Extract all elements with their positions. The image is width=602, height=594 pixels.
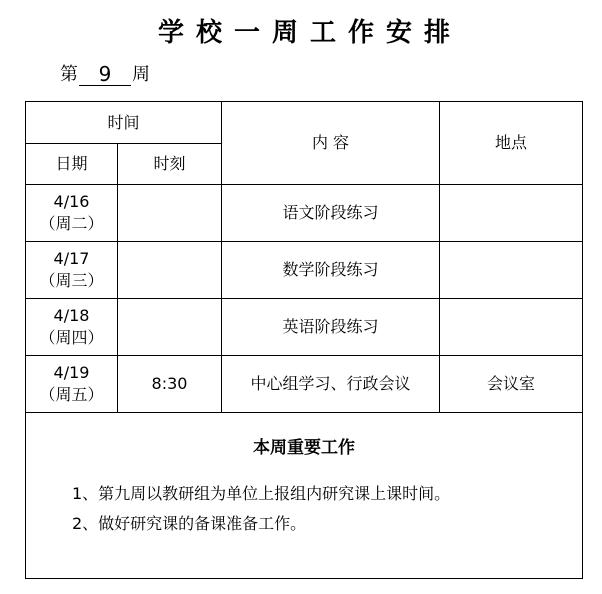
location-cell (440, 242, 583, 299)
header-location: 地点 (440, 102, 583, 185)
date-cell (26, 299, 118, 356)
location-cell: 会议室 (440, 356, 583, 413)
date-value: 4/19 (53, 363, 90, 382)
time-cell: 8:30 (118, 356, 222, 413)
important-work-section (26, 413, 583, 579)
date-cell (26, 242, 118, 299)
time-cell (118, 299, 222, 356)
week-number: 9 (79, 63, 131, 86)
weekday-value: （周三） (39, 271, 104, 290)
week-suffix: 周 (132, 64, 150, 85)
important-work-item: 1、第九周以教研组为单位上报组内研究课上课时间。 (72, 484, 451, 503)
location-cell (440, 299, 583, 356)
weekday-value: （周五） (39, 385, 104, 404)
time-cell (118, 242, 222, 299)
content-cell: 语文阶段练习 (222, 185, 440, 242)
header-content: 内 容 (222, 102, 440, 185)
date-cell (26, 356, 118, 413)
table-row (26, 299, 583, 356)
location-cell (440, 185, 583, 242)
content-cell: 数学阶段练习 (222, 242, 440, 299)
time-cell (118, 185, 222, 242)
header-moment: 时刻 (118, 144, 222, 185)
important-work-title: 本周重要工作 (253, 438, 355, 458)
header-date: 日期 (26, 144, 118, 185)
weekday-value: （周四） (39, 328, 104, 347)
date-value: 4/16 (53, 192, 90, 211)
date-value: 4/17 (53, 249, 90, 268)
content-cell: 中心组学习、行政会议 (222, 356, 440, 413)
date-value: 4/18 (53, 306, 90, 325)
header-time: 时间 (26, 102, 222, 144)
page-title: 学校一周工作安排 (157, 18, 462, 48)
date-cell (26, 185, 118, 242)
header-row-1 (26, 102, 583, 144)
table-row (26, 185, 583, 242)
weekday-value: （周二） (39, 214, 104, 233)
content-cell: 英语阶段练习 (222, 299, 440, 356)
important-work-item: 2、做好研究课的备课准备工作。 (72, 514, 307, 533)
important-work-row (26, 413, 583, 579)
schedule-table (25, 101, 583, 579)
week-label (60, 60, 150, 86)
table-row (26, 356, 583, 413)
week-prefix: 第 (60, 64, 78, 85)
table-row (26, 242, 583, 299)
